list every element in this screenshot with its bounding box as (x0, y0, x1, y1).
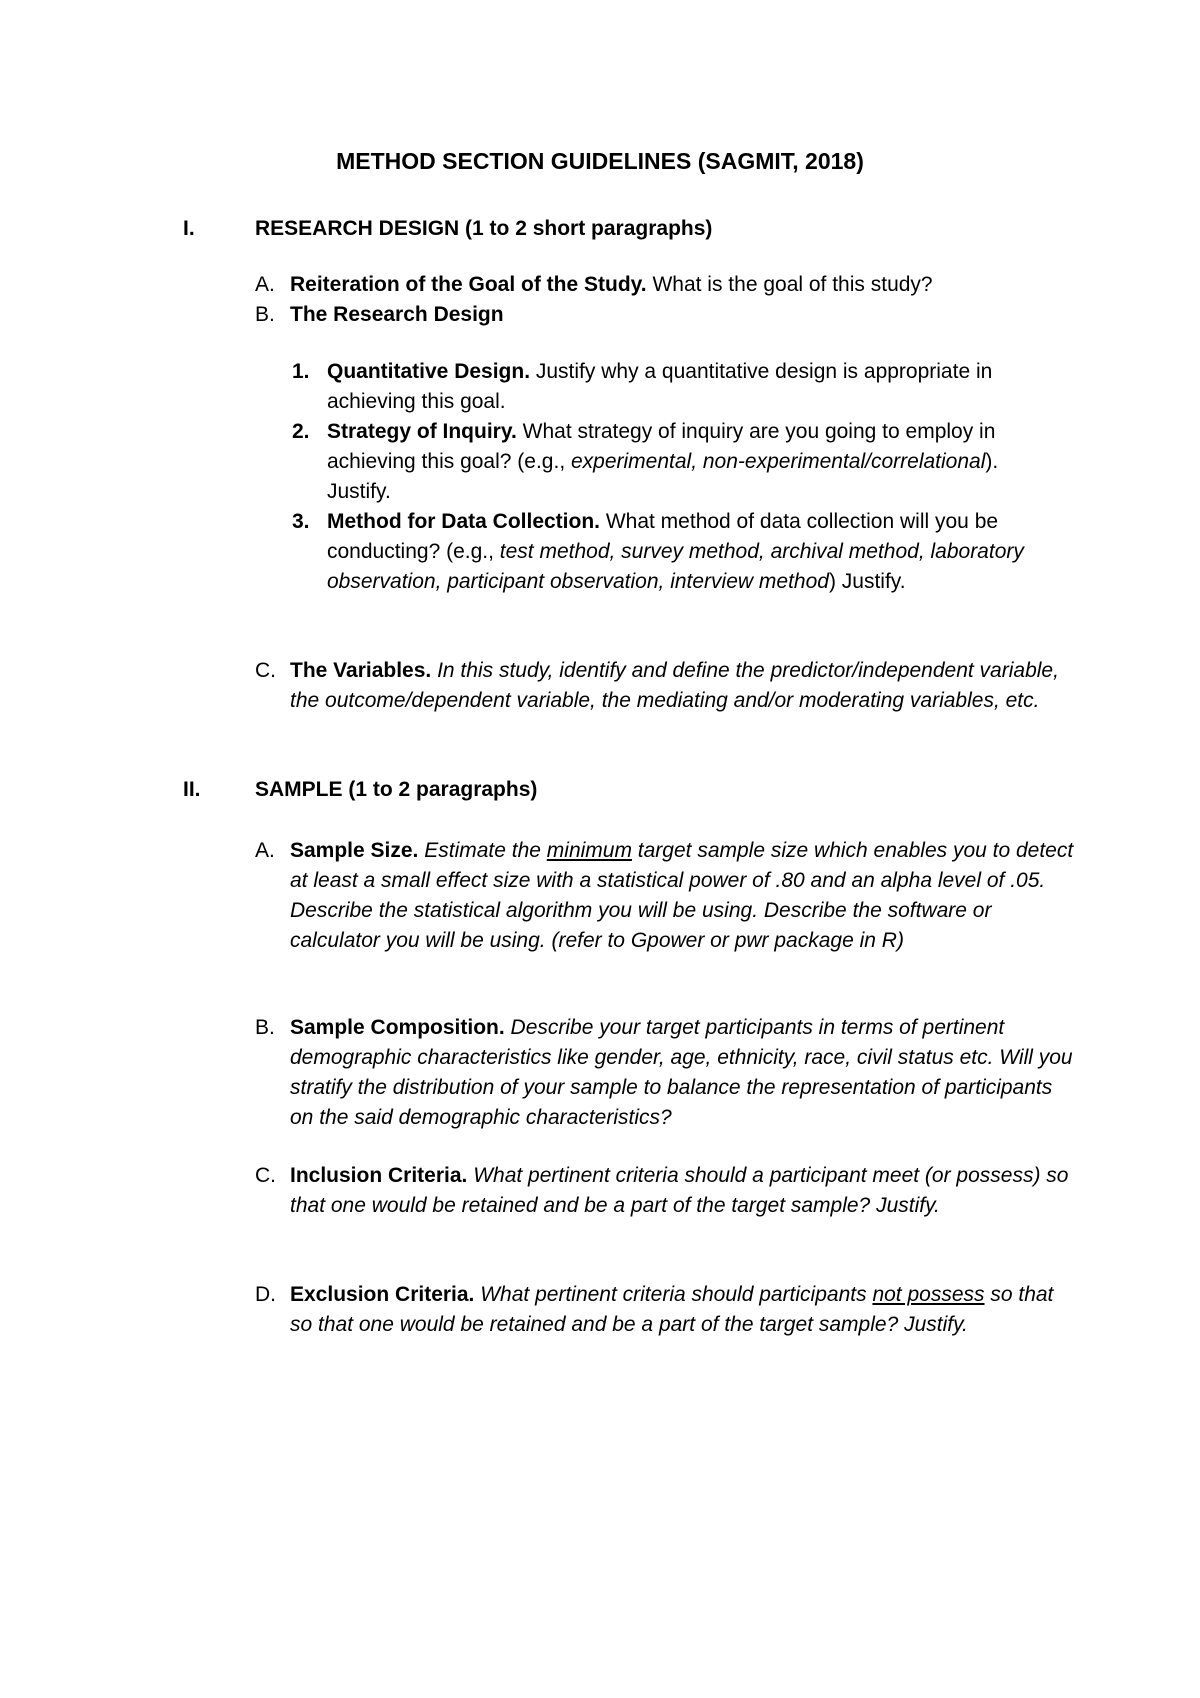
subitem-quantitative-design (292, 357, 1052, 417)
item-marker: A. (255, 273, 275, 296)
subitem-heading: Method for Data Collection. (327, 510, 600, 533)
item-text-end: so that so that one would be retained and be a part of the target sample? Justify. (290, 1283, 1054, 1336)
item-text: What pertinent criteria should a participant meet (or possess) so that one would be retained and be a part of the target sample? Justify. (290, 1164, 1069, 1217)
item-sample-composition (255, 1013, 1075, 1133)
subitem-marker: 3. (292, 510, 310, 533)
item-marker: B. (255, 303, 275, 326)
item-heading: Sample Size. (290, 839, 419, 862)
subitem-heading: Strategy of Inquiry. (327, 420, 517, 443)
item-text-end: target sample size which enables you to detect at least a small effect size with a statistical power of .80 and an alpha level of .05. Describe the statistical algorithm you will be using. Describe the software or calculator you will be using. (refer to Gpower or pwr package in R) (290, 839, 1074, 952)
section-number: I. (183, 217, 195, 240)
subitem-examples: test method, survey method, archival method, laboratory observation, participant observation, interview method (327, 540, 1024, 593)
item-emphasis: minimum (546, 839, 632, 862)
subitem-strategy-of-inquiry (292, 417, 1052, 507)
item-marker: D. (255, 1283, 276, 1306)
page-title: METHOD SECTION GUIDELINES (SAGMIT, 2018) (336, 148, 864, 174)
subitem-data-collection (292, 507, 1052, 597)
item-text: In this study, identify and define the predictor/independent variable, the outcome/dependent variable, the mediating and/or moderating variables, etc. (290, 659, 1059, 712)
item-heading: Exclusion Criteria. (290, 1283, 475, 1306)
subitem-text: Justify why a quantitative design is appropriate in achieving this goal. (327, 360, 993, 413)
item-marker: A. (255, 839, 275, 862)
section-number: II. (183, 778, 201, 801)
item-text: What is the goal of this study? (646, 273, 933, 296)
item-heading: Inclusion Criteria. (290, 1164, 468, 1187)
subitem-text-end: ) Justify. (828, 570, 906, 593)
item-research-design (255, 300, 1075, 330)
subitem-text: What method of data collection will you be conducting? (e.g., (327, 510, 999, 563)
item-text: Describe your target participants in terms of pertinent demographic characteristics like gender, age, ethnicity, race, civil status etc. Will you stratify the distribution of your sample to balance the representation of participants on the said demographic characteristics? (290, 1016, 1073, 1129)
subitem-examples: experimental, non-experimental/correlational (570, 450, 986, 473)
item-sample-size (255, 836, 1075, 956)
subitem-marker: 1. (292, 360, 310, 383)
item-marker: C. (255, 659, 276, 682)
section-heading: RESEARCH DESIGN (1 to 2 short paragraphs) (255, 217, 713, 240)
item-marker: B. (255, 1016, 275, 1039)
item-heading: Sample Composition. (290, 1016, 505, 1039)
item-exclusion-criteria (255, 1280, 1075, 1340)
item-variables (255, 656, 1075, 716)
item-marker: C. (255, 1164, 276, 1187)
item-text: What pertinent criteria should participants (474, 1283, 873, 1306)
item-inclusion-criteria (255, 1161, 1075, 1221)
subitem-text-end: ). Justify. (327, 450, 999, 503)
item-text: Estimate the (418, 839, 547, 862)
item-goal-of-study (255, 270, 1075, 300)
item-heading: The Variables. (290, 659, 432, 682)
item-heading: Reiteration of the Goal of the Study. (290, 273, 647, 296)
item-emphasis: not possess (872, 1283, 985, 1306)
subitem-marker: 2. (292, 420, 310, 443)
subitem-text: What strategy of inquiry are you going to employ in achieving this goal? (e.g., (327, 420, 996, 473)
item-heading: The Research Design (290, 303, 504, 326)
subitem-heading: Quantitative Design. (327, 360, 531, 383)
section-heading: SAMPLE (1 to 2 paragraphs) (255, 778, 538, 801)
